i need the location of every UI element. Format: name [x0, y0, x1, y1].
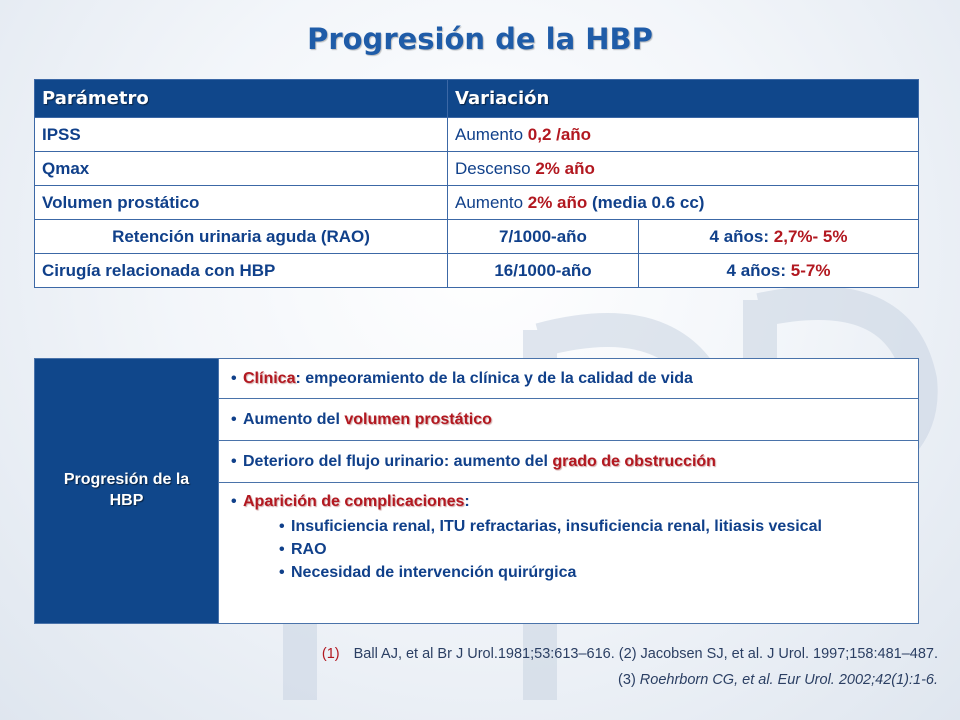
- param-cell: Cirugía relacionada con HBP: [35, 254, 448, 288]
- table-header-row: [35, 80, 919, 118]
- variation-prefix: Aumento: [455, 124, 528, 144]
- complication-text: RAO: [291, 541, 327, 558]
- progression-item: [219, 483, 919, 624]
- list-item: [243, 538, 908, 561]
- item-highlight: Aparición de complicaciones: [243, 493, 465, 510]
- page-title: Progresión de la HBP: [307, 22, 653, 56]
- complications-list: [243, 515, 908, 584]
- variation-prefix: Descenso: [455, 158, 536, 178]
- list-item: [243, 561, 908, 584]
- item-highlight: volumen prostático: [344, 410, 492, 428]
- four-year-value: 2,7%- 5%: [773, 226, 848, 246]
- complication-text: Necesidad de intervención quirúrgica: [291, 564, 577, 581]
- param-cell: Retención urinaria aguda (RAO): [35, 220, 448, 254]
- variation-suffix: (media 0.6 cc): [587, 192, 705, 212]
- bullet: •: [231, 369, 237, 387]
- four-year-cell: [639, 254, 919, 288]
- progression-label: Progresión de la HBP: [35, 359, 219, 624]
- table-row: [35, 118, 919, 152]
- item-text: Aumento del: [243, 410, 345, 428]
- table-row: [35, 186, 919, 220]
- four-year-prefix: 4 años:: [726, 260, 791, 280]
- bullet: •: [231, 410, 237, 428]
- header-parametro: Parámetro: [35, 80, 448, 118]
- progression-item: [219, 441, 919, 483]
- complication-text: Insuficiencia renal, ITU refractarias, insuficiencia renal, litiasis vesical: [291, 518, 822, 535]
- table-row: [35, 254, 919, 288]
- list-item: [243, 515, 908, 538]
- table-row: [35, 152, 919, 186]
- four-year-cell: [639, 220, 919, 254]
- variation-value: 0,2 /año: [527, 124, 592, 144]
- bullet: •: [279, 564, 285, 581]
- four-year-value: 5-7%: [790, 260, 831, 280]
- progression-item: [219, 399, 919, 441]
- progression-box: [34, 358, 919, 624]
- item-highlight: grado de obstrucción: [552, 452, 716, 470]
- item-text: :: [464, 493, 470, 510]
- progression-row: [35, 359, 919, 399]
- variation-value: 2% año: [535, 158, 595, 178]
- table-row: [35, 220, 919, 254]
- variation-prefix: Aumento: [455, 192, 528, 212]
- rate-cell: 16/1000-año: [448, 254, 639, 288]
- variation-cell: [448, 118, 919, 152]
- param-cell: IPSS: [35, 118, 448, 152]
- bullet: •: [279, 518, 285, 535]
- reference-number: (1): [321, 646, 340, 662]
- param-cell: Qmax: [35, 152, 448, 186]
- reference-text: Ball AJ, et al Br J Urol.1981;53:613–616. (2) Jacobsen SJ, et al. J Urol. 1997;158:481–487.: [353, 646, 938, 662]
- bullet: •: [279, 541, 285, 558]
- item-highlight: Clínica: [243, 369, 296, 387]
- variation-cell: [448, 186, 919, 220]
- reference-italic: Roehrborn CG, et al. Eur Urol. 2002;42(1):1-6.: [639, 672, 938, 688]
- reference-prefix: (3): [618, 672, 640, 688]
- variation-value: 2% año: [527, 192, 588, 212]
- header-variacion: Variación: [448, 80, 919, 118]
- reference-line-2: [618, 672, 938, 688]
- item-text: Deterioro del flujo urinario: aumento del: [243, 452, 553, 470]
- rate-cell: 7/1000-año: [448, 220, 639, 254]
- reference-line-1: [322, 646, 938, 662]
- bullet: •: [231, 493, 237, 510]
- bullet: •: [231, 452, 237, 470]
- progression-parameters-table: [34, 79, 919, 288]
- param-cell: Volumen prostático: [35, 186, 448, 220]
- item-text: : empeoramiento de la clínica y de la calidad de vida: [295, 369, 693, 387]
- four-year-prefix: 4 años:: [709, 226, 774, 246]
- progression-item: [219, 359, 919, 399]
- variation-cell: [448, 152, 919, 186]
